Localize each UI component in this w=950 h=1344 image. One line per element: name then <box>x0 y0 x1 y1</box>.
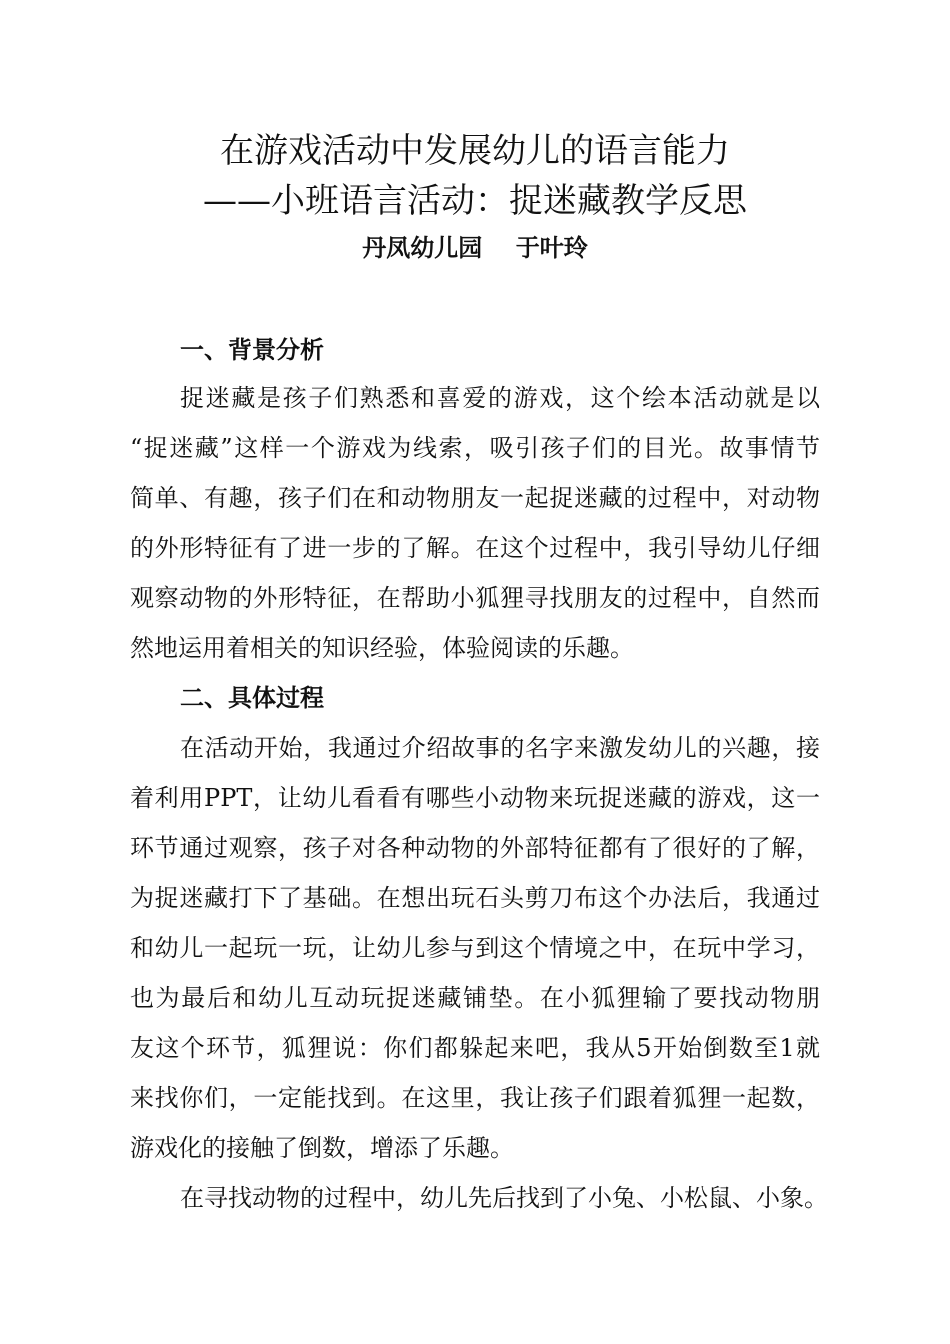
paragraph-line: 也为最后和幼儿互动玩捉迷藏铺垫。在小狐狸输了要找动物朋 <box>130 984 820 1012</box>
paragraph-line: 简单、有趣，孩子们在和动物朋友一起捉迷藏的过程中，对动物 <box>130 484 820 512</box>
paragraph-line: 来找你们，一定能找到。在这里，我让孩子们跟着狐狸一起数， <box>130 1084 820 1112</box>
paragraph-line: 的外形特征有了进一步的了解。在这个过程中，我引导幼儿仔细 <box>130 534 820 562</box>
paragraph-line: 友这个环节，狐狸说：你们都躲起来吧，我从5开始倒数至1就 <box>130 1034 820 1062</box>
paragraph-line: 然地运用着相关的知识经验，体验阅读的乐趣。 <box>130 634 634 662</box>
author-line: 丹凤幼儿园 于叶玲 <box>362 233 588 262</box>
paragraph-line: 环节通过观察，孩子对各种动物的外部特征都有了很好的了解， <box>130 834 820 862</box>
paragraph-line: “捉迷藏”这样一个游戏为线索，吸引孩子们的目光。故事情节 <box>130 434 820 462</box>
paragraph-line: 在活动开始，我通过介绍故事的名字来激发幼儿的兴趣，接 <box>180 734 820 762</box>
paragraph-line: 捉迷藏是孩子们熟悉和喜爱的游戏，这个绘本活动就是以 <box>180 384 820 412</box>
section-heading-process: 二、具体过程 <box>180 683 324 712</box>
paragraph-line: 在寻找动物的过程中，幼儿先后找到了小兔、小松鼠、小象。 <box>180 1184 828 1212</box>
paragraph-line: 为捉迷藏打下了基础。在想出玩石头剪刀布这个办法后，我通过 <box>130 884 820 912</box>
paragraph-line: 和幼儿一起玩一玩，让幼儿参与到这个情境之中，在玩中学习， <box>130 934 820 962</box>
paragraph-line: 游戏化的接触了倒数，增添了乐趣。 <box>130 1134 514 1162</box>
document-title: 在游戏活动中发展幼儿的语言能力 <box>220 131 730 171</box>
paragraph-line: 着利用PPT，让幼儿看看有哪些小动物来玩捉迷藏的游戏，这一 <box>130 784 820 812</box>
paragraph-line: 观察动物的外形特征，在帮助小狐狸寻找朋友的过程中，自然而 <box>130 584 820 612</box>
section-heading-background: 一、背景分析 <box>180 335 324 364</box>
document-subtitle: ——小班语言活动：捉迷藏教学反思 <box>203 181 747 221</box>
